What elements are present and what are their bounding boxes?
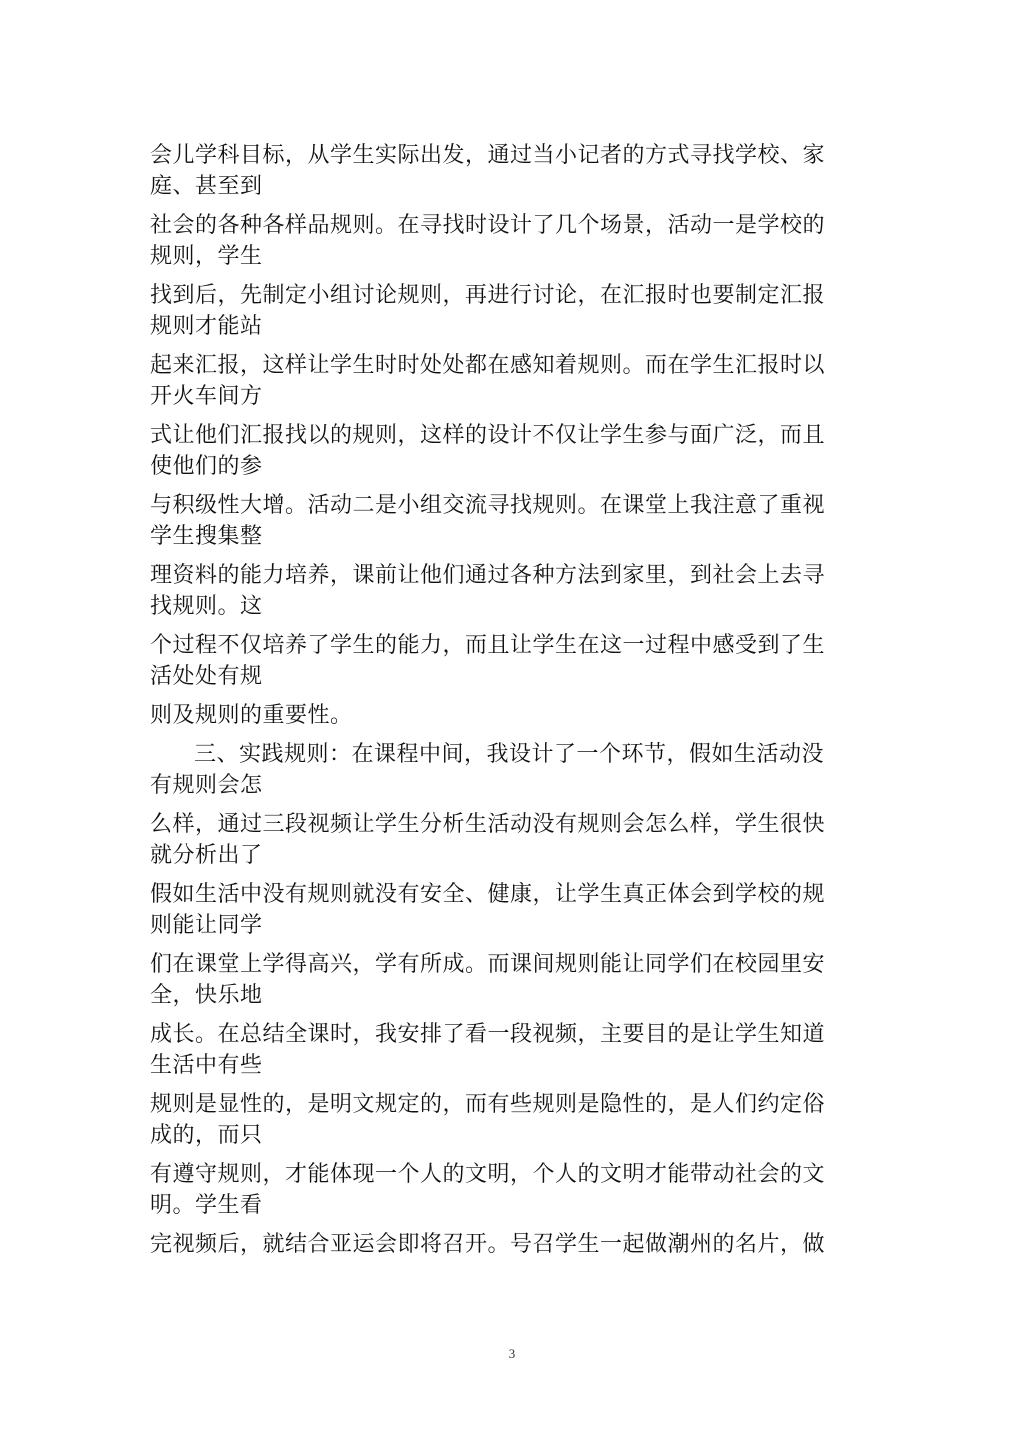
- text-line: 成的，而只: [150, 1123, 263, 1148]
- paragraph: [150, 1229, 852, 1260]
- paragraph: [150, 1019, 852, 1081]
- text-line: 社会的各种各样品规则。在寻找时设计了几个场景，活动一是学校的: [150, 213, 826, 238]
- paragraph: [150, 140, 852, 202]
- text-line: 开火车间方: [150, 384, 263, 409]
- text-line: 假如生活中没有规则就没有安全、健康，让学生真正体会到学校的规: [150, 882, 826, 907]
- text-line: 个过程不仅培养了学生的能力，而且让学生在这一过程中感受到了生: [150, 633, 826, 658]
- text-line: 完视频后，就结合亚运会即将召开。号召学生一起做潮州的名片，做: [150, 1232, 826, 1257]
- page-number: 3: [508, 1346, 516, 1361]
- paragraph: [150, 210, 852, 272]
- paragraph: [150, 739, 852, 801]
- paragraph: [150, 1159, 852, 1221]
- paragraph: [150, 560, 852, 622]
- document-body: [150, 140, 852, 1268]
- text-line: 会儿学科目标，从学生实际出发，通过当小记者的方式寻找学校、家: [150, 143, 826, 168]
- text-line: 明。学生看: [150, 1193, 263, 1218]
- text-line: 学生搜集整: [150, 524, 263, 549]
- text-line: 使他们的参: [150, 454, 263, 479]
- text-line: 与积级性大增。活动二是小组交流寻找规则。在课堂上我注意了重视: [150, 493, 826, 518]
- text-line: 全，快乐地: [150, 983, 263, 1008]
- text-line: 式让他们汇报找以的规则，这样的设计不仅让学生参与面广泛，而且: [150, 423, 826, 448]
- text-line: 就分析出了: [150, 843, 263, 868]
- paragraph: [150, 280, 852, 342]
- text-line: 起来汇报，这样让学生时时处处都在感知着规则。而在学生汇报时以: [150, 353, 826, 378]
- paragraph: [150, 350, 852, 412]
- paragraph: [150, 949, 852, 1011]
- text-line: 有遵守规则，才能体现一个人的文明，个人的文明才能带动社会的文: [150, 1162, 826, 1187]
- text-line: 找规则。这: [150, 594, 263, 619]
- text-line: 则及规则的重要性。: [150, 703, 353, 728]
- text-line: 成长。在总结全课时，我安排了看一段视频，主要目的是让学生知道: [150, 1022, 826, 1047]
- paragraph: [150, 490, 852, 552]
- text-line: 三、实践规则：在课程中间，我设计了一个环节，假如生活动没: [194, 742, 825, 767]
- paragraph: [150, 700, 852, 731]
- paragraph: [150, 809, 852, 871]
- text-line: 生活中有些: [150, 1053, 263, 1078]
- text-line: 规则，学生: [150, 244, 263, 269]
- text-line: 有规则会怎: [150, 773, 263, 798]
- text-line: 庭、甚至到: [150, 174, 263, 199]
- paragraph: [150, 630, 852, 692]
- text-line: 么样，通过三段视频让学生分析生活动没有规则会怎么样，学生很快: [150, 812, 826, 837]
- text-line: 找到后，先制定小组讨论规则，再进行讨论，在汇报时也要制定汇报: [150, 283, 826, 308]
- text-line: 规则是显性的，是明文规定的，而有些规则是隐性的，是人们约定俗: [150, 1092, 826, 1117]
- text-line: 活处处有规: [150, 664, 263, 689]
- text-line: 理资料的能力培养，课前让他们通过各种方法到家里，到社会上去寻: [150, 563, 826, 588]
- paragraph: [150, 1089, 852, 1151]
- paragraph: [150, 420, 852, 482]
- text-line: 规则才能站: [150, 314, 263, 339]
- paragraph: [150, 879, 852, 941]
- text-line: 则能让同学: [150, 913, 263, 938]
- text-line: 们在课堂上学得高兴，学有所成。而课间规则能让同学们在校园里安: [150, 952, 826, 977]
